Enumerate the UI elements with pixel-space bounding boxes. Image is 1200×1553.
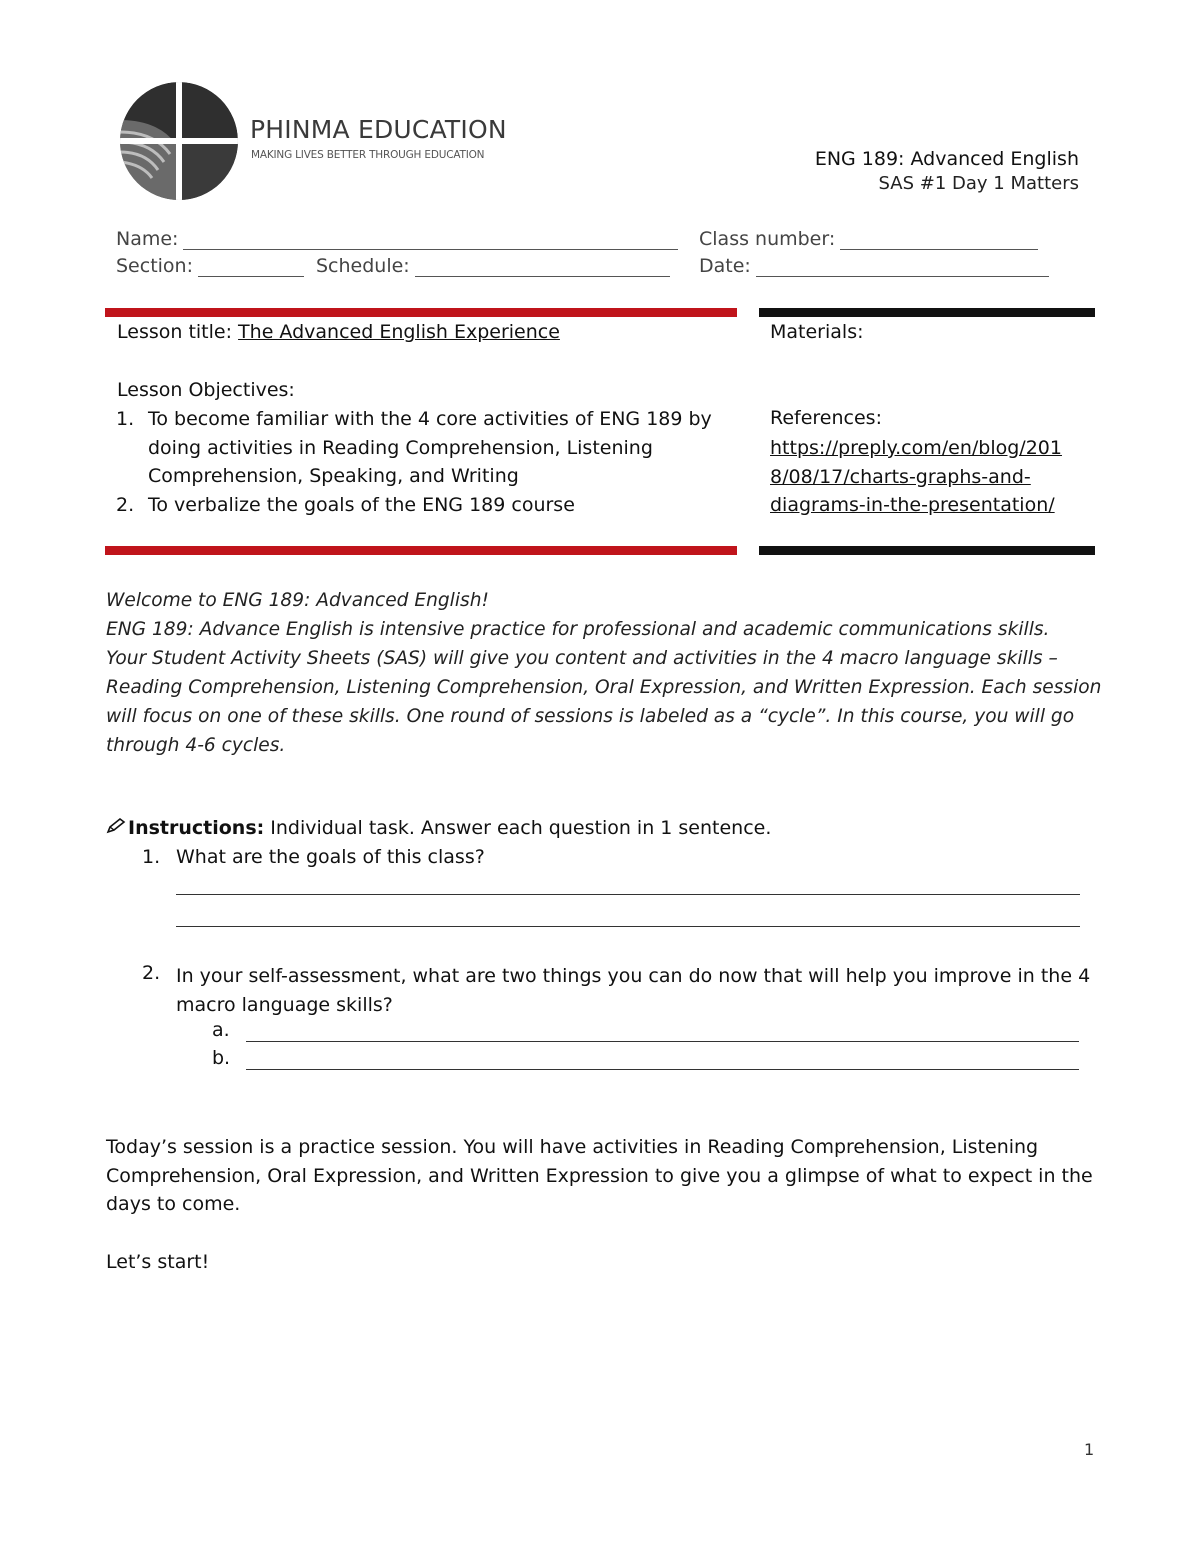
- date-line[interactable]: [756, 258, 1049, 277]
- question-2-text: [176, 962, 1090, 1019]
- objective-line: Comprehension, Speaking, and Writing: [148, 465, 519, 487]
- page-number: 1: [1084, 1440, 1095, 1459]
- question-2-line: In your self-assessment, what are two things you can do now that will help you improve in the 4: [176, 965, 1091, 987]
- objective-number: 1.: [116, 408, 135, 430]
- question-1-number: 1.: [142, 846, 161, 868]
- name-label: Name:: [116, 228, 179, 250]
- lesson-title-value: The Advanced English Experience: [238, 321, 560, 343]
- references-label: References:: [770, 407, 882, 429]
- pencil-icon: [106, 817, 128, 839]
- instructions-text: Individual task. Answer each question in 1 sentence.: [264, 817, 772, 839]
- reference-link-line[interactable]: diagrams-in-the-presentation/: [770, 494, 1055, 516]
- lesson-title-label: Lesson title:: [117, 321, 232, 343]
- intro-line: Welcome to ENG 189: Advanced English!: [106, 590, 489, 611]
- question-1-text: What are the goals of this class?: [176, 846, 485, 868]
- course-subtitle: SAS #1 Day 1 Matters: [878, 173, 1079, 194]
- name-line[interactable]: [183, 231, 678, 250]
- question-2-number: 2.: [142, 962, 161, 984]
- answer-b-line[interactable]: [246, 1068, 1079, 1070]
- schedule-field[interactable]: [316, 255, 670, 277]
- instructions-label: Instructions:: [128, 817, 265, 839]
- reference-link-line[interactable]: 8/08/17/charts-graphs-and-: [770, 465, 1031, 488]
- answer-a-line[interactable]: [246, 1040, 1079, 1042]
- closing-line: Today’s session is a practice session. You will have activities in Reading Comprehension, Listening: [106, 1136, 1039, 1158]
- closing-line: Comprehension, Oral Expression, and Written Expression to give you a glimpse of what to expect in the: [106, 1164, 1093, 1187]
- top-black-bar: [759, 308, 1095, 317]
- objective-line: To become familiar with the 4 core activities of ENG 189 by: [148, 408, 712, 430]
- brand-name: PHINMA EDUCATION: [250, 115, 507, 144]
- schedule-line[interactable]: [415, 258, 670, 277]
- reference-link[interactable]: [770, 434, 1062, 520]
- instructions: [106, 817, 771, 839]
- schedule-label: Schedule:: [316, 255, 410, 277]
- name-field[interactable]: [116, 228, 678, 250]
- class-number-field[interactable]: [699, 228, 1038, 250]
- class-number-label: Class number:: [699, 228, 836, 250]
- intro-paragraph: [106, 586, 1106, 760]
- section-field[interactable]: [116, 255, 304, 277]
- section-line[interactable]: [198, 258, 304, 277]
- answer-b-label: b.: [212, 1047, 231, 1069]
- intro-line: will focus on one of these skills. One round of sessions is labeled as a “cycle”. In this course, you will go: [106, 706, 1075, 727]
- phinma-logo-icon: [118, 80, 240, 202]
- objective-item: [116, 491, 736, 520]
- section-label: Section:: [116, 255, 193, 277]
- intro-line: Reading Comprehension, Listening Comprehension, Oral Expression, and Written Expression. Each session: [106, 677, 1102, 698]
- answer-a-label: a.: [212, 1019, 230, 1041]
- brand-tagline: MAKING LIVES BETTER THROUGH EDUCATION: [251, 149, 485, 161]
- closing-line: days to come.: [106, 1193, 241, 1215]
- materials-label: Materials:: [770, 321, 864, 343]
- lesson-objectives-label: Lesson Objectives:: [117, 379, 295, 401]
- objective-line: doing activities in Reading Comprehension, Listening: [148, 436, 653, 459]
- answer-line-1[interactable]: [176, 893, 1080, 895]
- bottom-black-bar: [759, 546, 1095, 555]
- objective-line: To verbalize the goals of the ENG 189 course: [148, 493, 575, 516]
- objective-number: 2.: [116, 493, 135, 516]
- question-2-line: macro language skills?: [176, 993, 393, 1016]
- course-title: ENG 189: Advanced English: [814, 148, 1079, 170]
- objectives-list: [116, 405, 736, 519]
- closing-paragraph: [106, 1133, 1093, 1219]
- class-number-line[interactable]: [840, 231, 1038, 250]
- reference-link-line[interactable]: https://preply.com/en/blog/201: [770, 437, 1062, 459]
- lets-start: Let’s start!: [106, 1251, 210, 1273]
- lesson-title: [117, 321, 560, 343]
- date-field[interactable]: [699, 255, 1049, 277]
- objective-item: [116, 405, 736, 491]
- intro-line: through 4-6 cycles.: [106, 735, 286, 756]
- answer-line-2[interactable]: [176, 925, 1080, 927]
- intro-line: ENG 189: Advance English is intensive practice for professional and academic communications skills.: [106, 619, 1050, 640]
- bottom-red-bar: [105, 546, 737, 555]
- top-red-bar: [105, 308, 737, 317]
- intro-line: Your Student Activity Sheets (SAS) will give you content and activities in the 4 macro language skills –: [106, 648, 1058, 669]
- date-label: Date:: [699, 255, 751, 277]
